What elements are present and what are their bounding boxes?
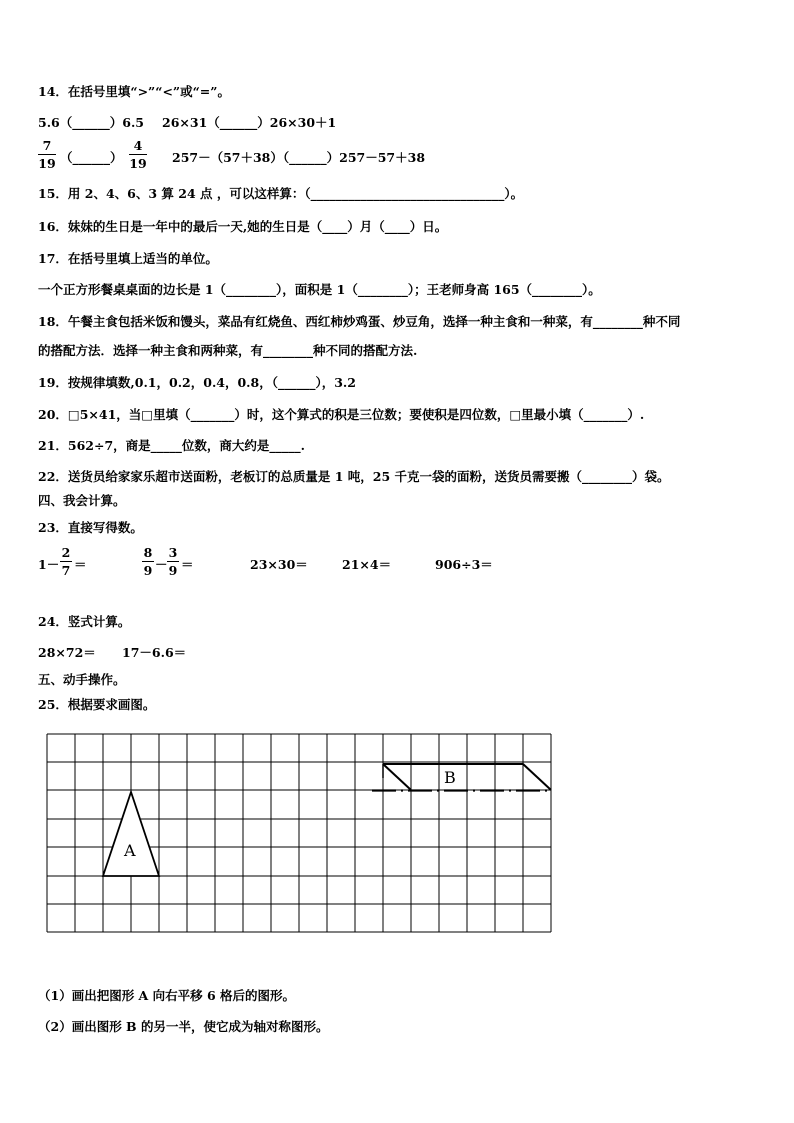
triangle-a xyxy=(103,792,159,876)
fraction-numerator: 3 xyxy=(168,545,178,560)
q23-expr3: 23×30＝ xyxy=(250,557,308,572)
q23-expr5: 906÷3＝ xyxy=(435,557,493,572)
fraction-denominator: 19 xyxy=(129,156,147,171)
q14-row2b: 257－（57＋38）（______）257－57＋38 xyxy=(172,150,426,165)
fraction-denominator: 9 xyxy=(168,563,178,578)
figure-b-label: B xyxy=(444,768,456,787)
q24-expr1: 28×72＝ xyxy=(38,645,96,660)
q23-expr1-equals: ＝ xyxy=(74,557,87,572)
fraction-bar xyxy=(129,154,147,155)
fraction-numerator: 4 xyxy=(133,138,143,153)
q14-row1a: 5.6（______）6.5 xyxy=(38,115,144,130)
q23-expr2-equals: ＝ xyxy=(181,557,194,572)
q23-expr2-fraction1 xyxy=(142,545,154,578)
q24-title: 24．竖式计算。 xyxy=(38,614,131,629)
q15-text: 15．用 2、4、6、3 算 24 点 ，可以这样算：（_______________________________）。 xyxy=(38,186,524,201)
q24-expr2: 17－6.6＝ xyxy=(122,645,187,660)
q23-expr1-prefix: 1－ xyxy=(38,557,60,572)
q19-text: 19．按规律填数,0.1，0.2，0.4，0.8，（______），3.2 xyxy=(38,375,356,390)
q23-expr2-fraction2 xyxy=(167,545,179,578)
q21-text: 21．562÷7，商是_____位数，商大约是_____. xyxy=(38,438,306,453)
q16-text: 16．妹妹的生日是一年中的最后一天,她的生日是（____）月（____）日。 xyxy=(38,219,448,234)
q17-body: 一个正方形餐桌桌面的边长是 1（________），面积是 1（________）；王老师身高 165（________）。 xyxy=(38,282,601,297)
section-4-heading: 四、我会计算。 xyxy=(38,493,126,508)
q25-task2: （2）画出图形 B 的另一半，使它成为轴对称图形。 xyxy=(38,1019,329,1034)
section-5-heading: 五、动手操作。 xyxy=(38,672,126,687)
q22-text: 22．送货员给家家乐超市送面粉，老板订的总质量是 1 吨，25 千克一袋的面粉，送货员需要搬（________）袋。 xyxy=(38,469,670,484)
fraction-denominator: 7 xyxy=(61,563,71,578)
fraction-bar xyxy=(38,154,56,155)
q23-expr4: 21×4＝ xyxy=(342,557,392,572)
fraction-denominator: 19 xyxy=(38,156,56,171)
q25-task1: （1）画出把图形 A 向右平移 6 格后的图形。 xyxy=(38,988,296,1003)
q25-grid-figure xyxy=(46,733,554,935)
fraction-numerator: 2 xyxy=(61,545,71,560)
fraction-bar xyxy=(167,561,179,562)
fraction-numerator: 8 xyxy=(143,545,153,560)
triangle-a-label: A xyxy=(124,841,136,860)
fraction-bar xyxy=(60,561,72,562)
q23-title: 23．直接写得数。 xyxy=(38,520,143,535)
q14-fraction-right xyxy=(129,138,147,171)
fraction-bar xyxy=(142,561,154,562)
fraction-denominator: 9 xyxy=(143,563,153,578)
q20-text: 20．□5×41，当□里填（_______）时，这个算式的积是三位数；要使积是四位数，□里最小填（_______）. xyxy=(38,407,645,422)
fraction-numerator: 7 xyxy=(42,138,52,153)
q18-line2: 的搭配方法．选择一种主食和两种菜，有________种不同的搭配方法. xyxy=(38,343,418,358)
q14-row1b: 26×31（______）26×30＋1 xyxy=(162,115,337,130)
q17-title: 17．在括号里填上适当的单位。 xyxy=(38,251,218,266)
q23-expr2-operator: － xyxy=(155,557,168,572)
q25-title: 25．根据要求画图。 xyxy=(38,697,156,712)
q14-fraction-blank: （______） xyxy=(60,150,123,165)
q18-line1: 18．午餐主食包括米饭和馒头，菜品有红烧鱼、西红柿炒鸡蛋、炒豆角，选择一种主食和一种菜，有________种不同 xyxy=(38,314,681,329)
q23-expr1-fraction xyxy=(60,545,72,578)
q14-fraction-left xyxy=(38,138,56,171)
q14-title: 14．在括号里填“>”“<”或“=”。 xyxy=(38,84,230,99)
